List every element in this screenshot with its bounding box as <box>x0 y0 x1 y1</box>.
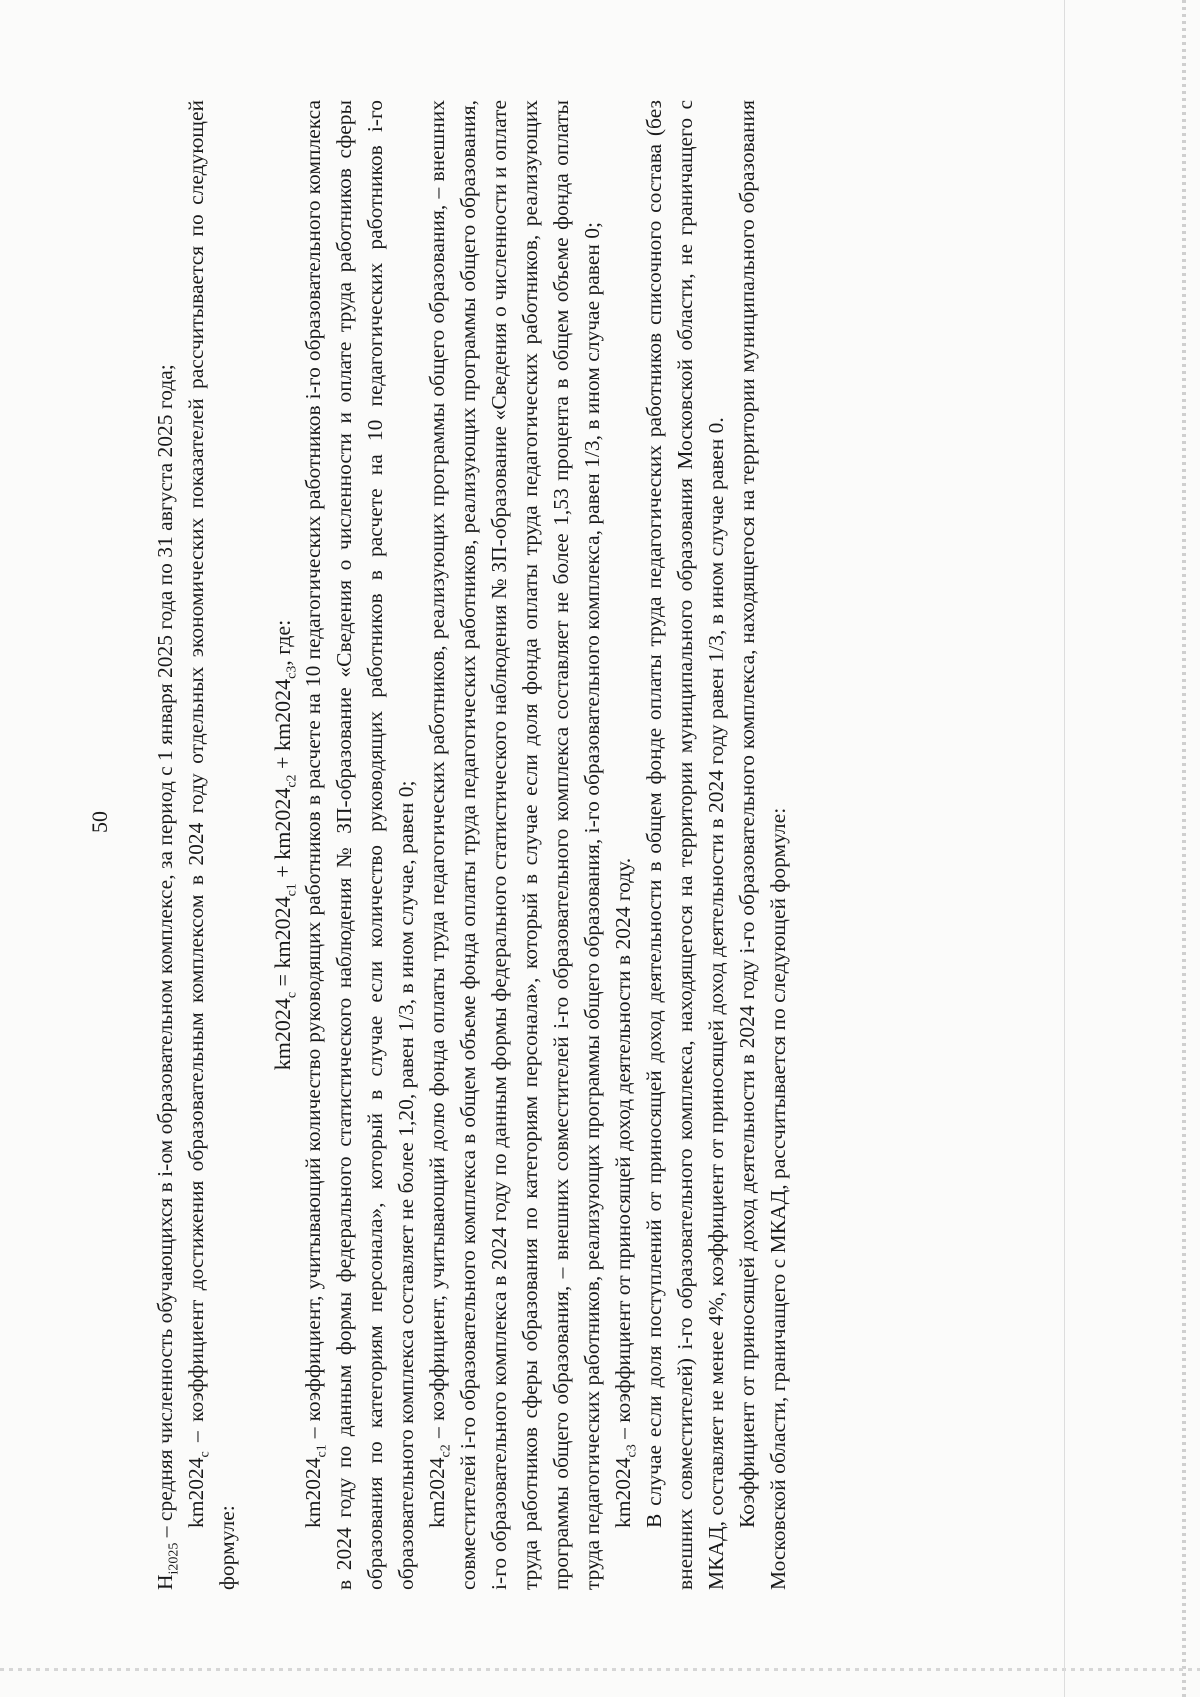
paragraph-km2024c1-definition: $km2024_{c1}$ – коэффициент, учитывающий количество руководящих работников в расчете на 10 педагогических работников i-го образовательного комплекса в 2024 году по данным формы федерального статистического наблюдения № ЗП-образование «Сведения о численности и оплате труда работников сферы образования по категориям персонала», который в случае если количество руководящих работников в расчете на 10 педагогических работников i-го образовательного комплекса составляет не более 1,20, равен 1/3, в ином случае, равен 0; <box>301 100 418 1590</box>
paragraph-not-mkad-condition: В случае если доля поступлений от приносящей доход деятельности в общем фонде оплаты труда педагогических работников списочного состава (без внешних совместителей) i-го образовательного комплекса, находящегося на территории муниципального образования Московской области, не граничащего с МКАД, составляет не менее 4%, коэффициент от приносящей доход деятельности в 2024 году равен 1/3, в ином случае равен 0. <box>642 100 728 1590</box>
scan-edge-right <box>1182 0 1186 1697</box>
paragraph-h-definition: $H_{i2025}$ – средняя численность обучающихся в i-ом образовательном комплексе, за период с 1 января 2025 года по 31 августа 2025 года; <box>153 364 182 1590</box>
paragraph-km2024c-definition: $km2024_c$ – коэффициент достижения образовательным комплексом в 2024 году отдельных экономических показателей рассчитывается по следующей формуле: <box>184 100 239 1590</box>
paragraph-km2024c3-definition: $km2024_{c3}$ – коэффициент от приносящей доход деятельности в 2024 году. <box>611 857 640 1528</box>
paragraph-mkad-coefficient: Коэффициент от приносящей доход деятельности в 2024 году i-го образовательного комплекса, находящегося на территории муниципального образования Московской области, граничащего с МКАД, рассчитывается по следующей формуле: <box>735 100 790 1590</box>
scan-fold-line <box>1064 0 1065 1697</box>
rotated-text-block <box>150 100 1030 1590</box>
page-number: 50 <box>87 811 112 833</box>
formula-km2024c: $km2024_c = km2024_{c1} + km2024_{c2} + km2024_{c3}$, где: <box>270 619 300 1071</box>
scan-edge-bottom <box>0 1668 1200 1671</box>
paragraph-km2024c2-definition: $km2024_{c2}$ – коэффициент, учитывающий долю фонда оплаты труда педагогических работников, реализующих программы общего образования, – внешних совместителей i-го образовательного комплекса в общем объеме фонда оплаты труда педагогических работников, реализующих программы общего образования, i-го образовательного комплекса в 2024 году по данным формы федерального статистического наблюдения № ЗП-образование «Сведения о численности и оплате труда работников сферы образования по категориям персонала», который в случае если доля фонда оплаты труда педагогических работников, реализующих программы общего образования, – внешних совместителей i-го образовательного комплекса составляет не более 1,53 процента в общем объеме фонда оплаты труда педагогических работников, реализующих программы общего образования, i-го образовательного комплекса, равен 1/3, в ином случае равен 0; <box>425 100 604 1590</box>
